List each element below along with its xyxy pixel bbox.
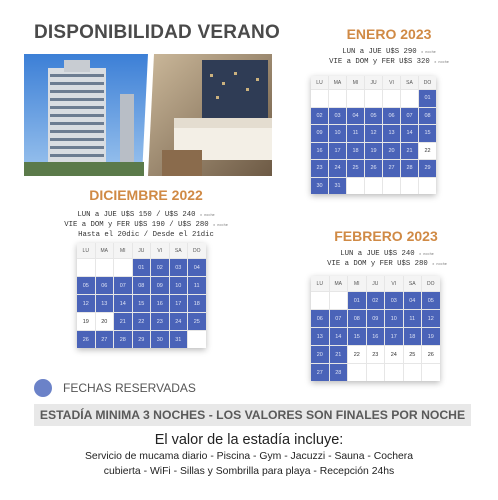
reserved-day-cell: 05	[365, 108, 382, 125]
weekday-header: MA	[329, 76, 346, 89]
reserved-day-cell: 24	[170, 313, 188, 330]
reserved-day-cell: 11	[188, 277, 206, 294]
price-line-2-diciembre: VIE a DOM y FER U$S 190 / U$S 280 x noche	[64, 221, 228, 229]
reserved-day-cell: 17	[385, 328, 403, 345]
weekday-header: SA	[401, 76, 418, 89]
empty-day-cell	[330, 292, 348, 309]
calendar-enero	[311, 76, 436, 194]
reserved-day-cell: 07	[330, 310, 348, 327]
reserved-day-cell: 08	[348, 310, 366, 327]
reserved-day-cell: 16	[367, 328, 385, 345]
includes-title: El valor de la estadía incluye:	[154, 432, 344, 448]
weekday-header: MI	[114, 243, 132, 258]
reserved-day-cell: 01	[133, 259, 151, 276]
weekday-header: MI	[348, 276, 366, 291]
reserved-day-cell: 23	[151, 313, 169, 330]
reserved-day-cell: 13	[96, 295, 114, 312]
empty-day-cell	[347, 178, 364, 195]
reserved-day-cell: 29	[419, 160, 436, 177]
calendar-diciembre	[77, 243, 206, 348]
reserved-day-cell: 04	[188, 259, 206, 276]
calendar-febrero	[311, 276, 440, 381]
price-line-2-febrero: VIE a DOM y FER U$S 280 x noche	[327, 260, 447, 268]
reserved-legend-dot	[34, 379, 52, 397]
reserved-day-cell: 07	[401, 108, 418, 125]
available-day-cell: 23	[367, 346, 385, 363]
available-day-cell: 22	[348, 346, 366, 363]
empty-day-cell	[367, 364, 385, 381]
reserved-day-cell: 01	[348, 292, 366, 309]
reserved-day-cell: 29	[133, 331, 151, 348]
reserved-day-cell: 04	[404, 292, 422, 309]
empty-day-cell	[311, 90, 328, 107]
month-title-febrero: FEBRERO 2023	[334, 228, 438, 244]
reserved-day-cell: 22	[133, 313, 151, 330]
reserved-day-cell: 09	[311, 125, 328, 142]
reserved-day-cell: 21	[401, 143, 418, 160]
weekday-header: DO	[419, 76, 436, 89]
reserved-day-cell: 14	[401, 125, 418, 142]
weekday-header: LU	[311, 276, 329, 291]
weekday-header: VI	[385, 276, 403, 291]
weekday-header: JU	[133, 243, 151, 258]
empty-day-cell	[329, 90, 346, 107]
empty-day-cell	[348, 364, 366, 381]
building-photo	[24, 54, 148, 176]
reserved-day-cell: 15	[348, 328, 366, 345]
weekday-header: DO	[188, 243, 206, 258]
weekday-header: SA	[404, 276, 422, 291]
empty-day-cell	[385, 364, 403, 381]
empty-day-cell	[419, 178, 436, 195]
price-line-2-enero: VIE a DOM y FER U$S 320 x noche	[329, 58, 449, 66]
reserved-day-cell: 20	[383, 143, 400, 160]
empty-day-cell	[188, 331, 206, 348]
month-title-enero: ENERO 2023	[346, 26, 432, 42]
empty-day-cell	[77, 259, 95, 276]
price-line-3-diciembre: Hasta el 20dic / Desde el 21dic	[78, 231, 214, 239]
available-day-cell: 20	[96, 313, 114, 330]
bedroom-photo	[148, 54, 272, 176]
reserved-day-cell: 17	[329, 143, 346, 160]
empty-day-cell	[114, 259, 132, 276]
empty-day-cell	[422, 364, 440, 381]
weekday-header: JU	[367, 276, 385, 291]
reserved-day-cell: 27	[311, 364, 329, 381]
reserved-day-cell: 26	[77, 331, 95, 348]
includes-line-1: Servicio de mucama diario - Piscina - Gym - Jacuzzi - Sauna - Cochera	[85, 451, 413, 462]
reserved-day-cell: 09	[151, 277, 169, 294]
empty-day-cell	[365, 90, 382, 107]
reserved-day-cell: 30	[311, 178, 328, 195]
reserved-day-cell: 06	[96, 277, 114, 294]
available-day-cell: 26	[422, 346, 440, 363]
reserved-day-cell: 04	[347, 108, 364, 125]
available-day-cell: 24	[385, 346, 403, 363]
weekday-header: VI	[383, 76, 400, 89]
reserved-day-cell: 01	[419, 90, 436, 107]
reserved-day-cell: 17	[170, 295, 188, 312]
reserved-day-cell: 31	[170, 331, 188, 348]
weekday-header: LU	[77, 243, 95, 258]
page-title: DISPONIBILIDAD VERANO	[34, 22, 280, 43]
empty-day-cell	[347, 90, 364, 107]
reserved-day-cell: 10	[170, 277, 188, 294]
reserved-day-cell: 28	[401, 160, 418, 177]
weekday-header: VI	[151, 243, 169, 258]
property-photos	[24, 54, 272, 176]
reserved-day-cell: 19	[422, 328, 440, 345]
reserved-day-cell: 02	[151, 259, 169, 276]
reserved-day-cell: 30	[151, 331, 169, 348]
reserved-day-cell: 06	[311, 310, 329, 327]
weekday-header: MA	[330, 276, 348, 291]
reserved-day-cell: 03	[385, 292, 403, 309]
reserved-day-cell: 25	[188, 313, 206, 330]
reserved-day-cell: 10	[329, 125, 346, 142]
available-day-cell: 22	[419, 143, 436, 160]
price-line-1-diciembre: LUN a JUE U$S 150 / U$S 240 x noche	[77, 211, 215, 219]
reserved-day-cell: 27	[383, 160, 400, 177]
weekday-header: DO	[422, 276, 440, 291]
reserved-day-cell: 24	[329, 160, 346, 177]
reserved-legend-label: FECHAS RESERVADAS	[63, 381, 196, 395]
includes-line-2: cubierta - WiFi - Sillas y Sombrilla para playa - Recepción 24hs	[103, 466, 395, 477]
reserved-day-cell: 20	[311, 346, 329, 363]
reserved-day-cell: 18	[188, 295, 206, 312]
reserved-day-cell: 14	[330, 328, 348, 345]
available-day-cell: 25	[404, 346, 422, 363]
reserved-day-cell: 28	[114, 331, 132, 348]
reserved-day-cell: 31	[329, 178, 346, 195]
reserved-day-cell: 05	[422, 292, 440, 309]
empty-day-cell	[383, 178, 400, 195]
reserved-day-cell: 11	[347, 125, 364, 142]
reserved-day-cell: 14	[114, 295, 132, 312]
reserved-day-cell: 13	[311, 328, 329, 345]
minimum-stay-banner	[34, 404, 471, 426]
reserved-day-cell: 11	[404, 310, 422, 327]
reserved-day-cell: 10	[385, 310, 403, 327]
reserved-day-cell: 15	[133, 295, 151, 312]
reserved-day-cell: 18	[404, 328, 422, 345]
reserved-day-cell: 28	[330, 364, 348, 381]
reserved-day-cell: 03	[329, 108, 346, 125]
reserved-day-cell: 18	[347, 143, 364, 160]
reserved-day-cell: 02	[367, 292, 385, 309]
reserved-day-cell: 03	[170, 259, 188, 276]
weekday-header: SA	[170, 243, 188, 258]
reserved-day-cell: 09	[367, 310, 385, 327]
reserved-day-cell: 21	[114, 313, 132, 330]
reserved-day-cell: 16	[151, 295, 169, 312]
reserved-day-cell: 08	[419, 108, 436, 125]
empty-day-cell	[365, 178, 382, 195]
price-line-1-enero: LUN a JUE U$S 290 x noche	[342, 48, 436, 56]
reserved-day-cell: 15	[419, 125, 436, 142]
reserved-day-cell: 13	[383, 125, 400, 142]
reserved-day-cell: 27	[96, 331, 114, 348]
reserved-day-cell: 21	[330, 346, 348, 363]
available-day-cell: 19	[77, 313, 95, 330]
reserved-day-cell: 19	[365, 143, 382, 160]
reserved-day-cell: 05	[77, 277, 95, 294]
reserved-day-cell: 12	[422, 310, 440, 327]
weekday-header: MI	[347, 76, 364, 89]
empty-day-cell	[401, 90, 418, 107]
reserved-day-cell: 06	[383, 108, 400, 125]
weekday-header: JU	[365, 76, 382, 89]
price-line-1-febrero: LUN a JUE U$S 240 x noche	[340, 250, 434, 258]
minimum-stay-text: ESTADÍA MINIMA 3 NOCHES - LOS VALORES SON FINALES POR NOCHE	[39, 408, 466, 422]
empty-day-cell	[404, 364, 422, 381]
reserved-day-cell: 12	[77, 295, 95, 312]
reserved-day-cell: 08	[133, 277, 151, 294]
empty-day-cell	[401, 178, 418, 195]
weekday-header: MA	[96, 243, 114, 258]
reserved-day-cell: 07	[114, 277, 132, 294]
reserved-day-cell: 02	[311, 108, 328, 125]
empty-day-cell	[96, 259, 114, 276]
empty-day-cell	[383, 90, 400, 107]
reserved-day-cell: 25	[347, 160, 364, 177]
reserved-day-cell: 26	[365, 160, 382, 177]
weekday-header: LU	[311, 76, 328, 89]
empty-day-cell	[311, 292, 329, 309]
month-title-diciembre: DICIEMBRE 2022	[89, 187, 203, 203]
reserved-day-cell: 12	[365, 125, 382, 142]
reserved-day-cell: 23	[311, 160, 328, 177]
reserved-day-cell: 16	[311, 143, 328, 160]
